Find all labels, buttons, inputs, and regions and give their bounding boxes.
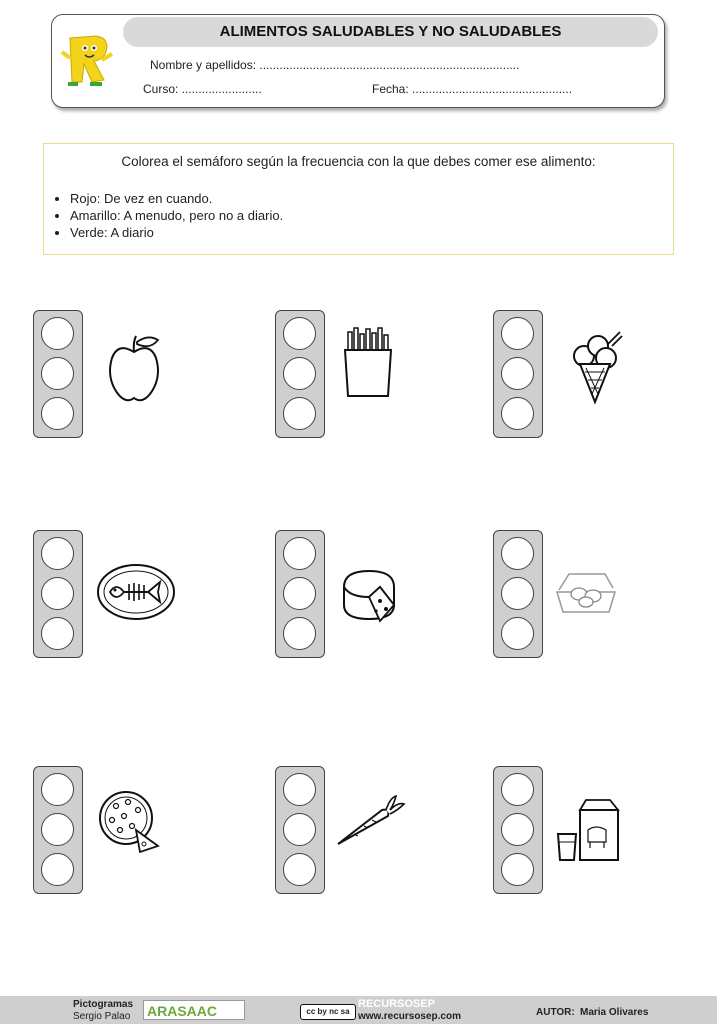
website-link[interactable]: www.recursosep.com (358, 1011, 461, 1022)
traffic-light-milk (493, 766, 543, 894)
cc-license-badge[interactable] (300, 1004, 356, 1020)
lamp-green[interactable] (41, 617, 74, 650)
author-name: Maria Olivares (580, 1007, 649, 1018)
eggs-icon (555, 570, 617, 616)
instruction-red: • Rojo: De vez en cuando. (70, 190, 283, 207)
date-field[interactable]: Fecha: ................................................ (372, 82, 573, 96)
lamp-red[interactable] (41, 773, 74, 806)
brand-name: RECURSOSEP (358, 998, 436, 1010)
lamp-green[interactable] (501, 397, 534, 430)
pizza-icon (98, 790, 162, 854)
license-text: cc by nc sa (306, 1007, 350, 1016)
cheese-icon (340, 565, 398, 625)
recursosep-logo-icon (58, 30, 118, 90)
instructions-box (43, 143, 674, 255)
instructions-list (54, 190, 283, 241)
lamp-green[interactable] (41, 853, 74, 886)
apple-icon (104, 332, 164, 404)
instruction-yellow: • Amarillo: A menudo, pero no a diario. (70, 207, 283, 224)
lamp-yellow[interactable] (41, 813, 74, 846)
ice-cream-icon (570, 330, 624, 404)
carrot-icon (334, 792, 406, 848)
traffic-light-pizza (33, 766, 83, 894)
lamp-green[interactable] (41, 397, 74, 430)
lamp-yellow[interactable] (283, 813, 316, 846)
name-field[interactable]: Nombre y apellidos: .............................................................................. (150, 58, 520, 72)
lamp-yellow[interactable] (41, 357, 74, 390)
lamp-red[interactable] (283, 773, 316, 806)
traffic-light-fish (33, 530, 83, 658)
lamp-red[interactable] (501, 537, 534, 570)
lamp-red[interactable] (41, 317, 74, 350)
arasaac-logo[interactable] (143, 1000, 245, 1020)
lamp-yellow[interactable] (283, 577, 316, 610)
author-label: AUTOR: (536, 1007, 575, 1018)
lamp-green[interactable] (283, 853, 316, 886)
lamp-green[interactable] (501, 617, 534, 650)
lamp-green[interactable] (283, 397, 316, 430)
traffic-light-eggs (493, 530, 543, 658)
lamp-red[interactable] (41, 537, 74, 570)
lamp-yellow[interactable] (501, 813, 534, 846)
lamp-green[interactable] (501, 853, 534, 886)
lamp-yellow[interactable] (283, 357, 316, 390)
lamp-yellow[interactable] (501, 577, 534, 610)
instruction-green: • Verde: A diario (70, 224, 283, 241)
french-fries-icon (340, 326, 396, 398)
traffic-light-carrot (275, 766, 325, 894)
lamp-yellow[interactable] (501, 357, 534, 390)
traffic-light-ice-cream (493, 310, 543, 438)
lamp-yellow[interactable] (41, 577, 74, 610)
pictograms-author: Sergio Palao (73, 1011, 131, 1022)
milk-icon (556, 796, 622, 864)
lamp-red[interactable] (501, 317, 534, 350)
lamp-red[interactable] (283, 537, 316, 570)
course-field[interactable]: Curso: ........................ (143, 82, 262, 96)
pictograms-label: Pictogramas (73, 999, 134, 1010)
traffic-light-apple (33, 310, 83, 438)
instructions-title: Colorea el semáforo según la frecuencia con la que debes comer ese alimento: (121, 154, 596, 169)
arasaac-text: ARASAAC (147, 1003, 217, 1019)
traffic-light-fries (275, 310, 325, 438)
lamp-red[interactable] (283, 317, 316, 350)
page-title: ALIMENTOS SALUDABLES Y NO SALUDABLES (123, 17, 658, 47)
lamp-green[interactable] (283, 617, 316, 650)
fish-plate-icon (96, 562, 176, 622)
traffic-light-cheese (275, 530, 325, 658)
lamp-red[interactable] (501, 773, 534, 806)
